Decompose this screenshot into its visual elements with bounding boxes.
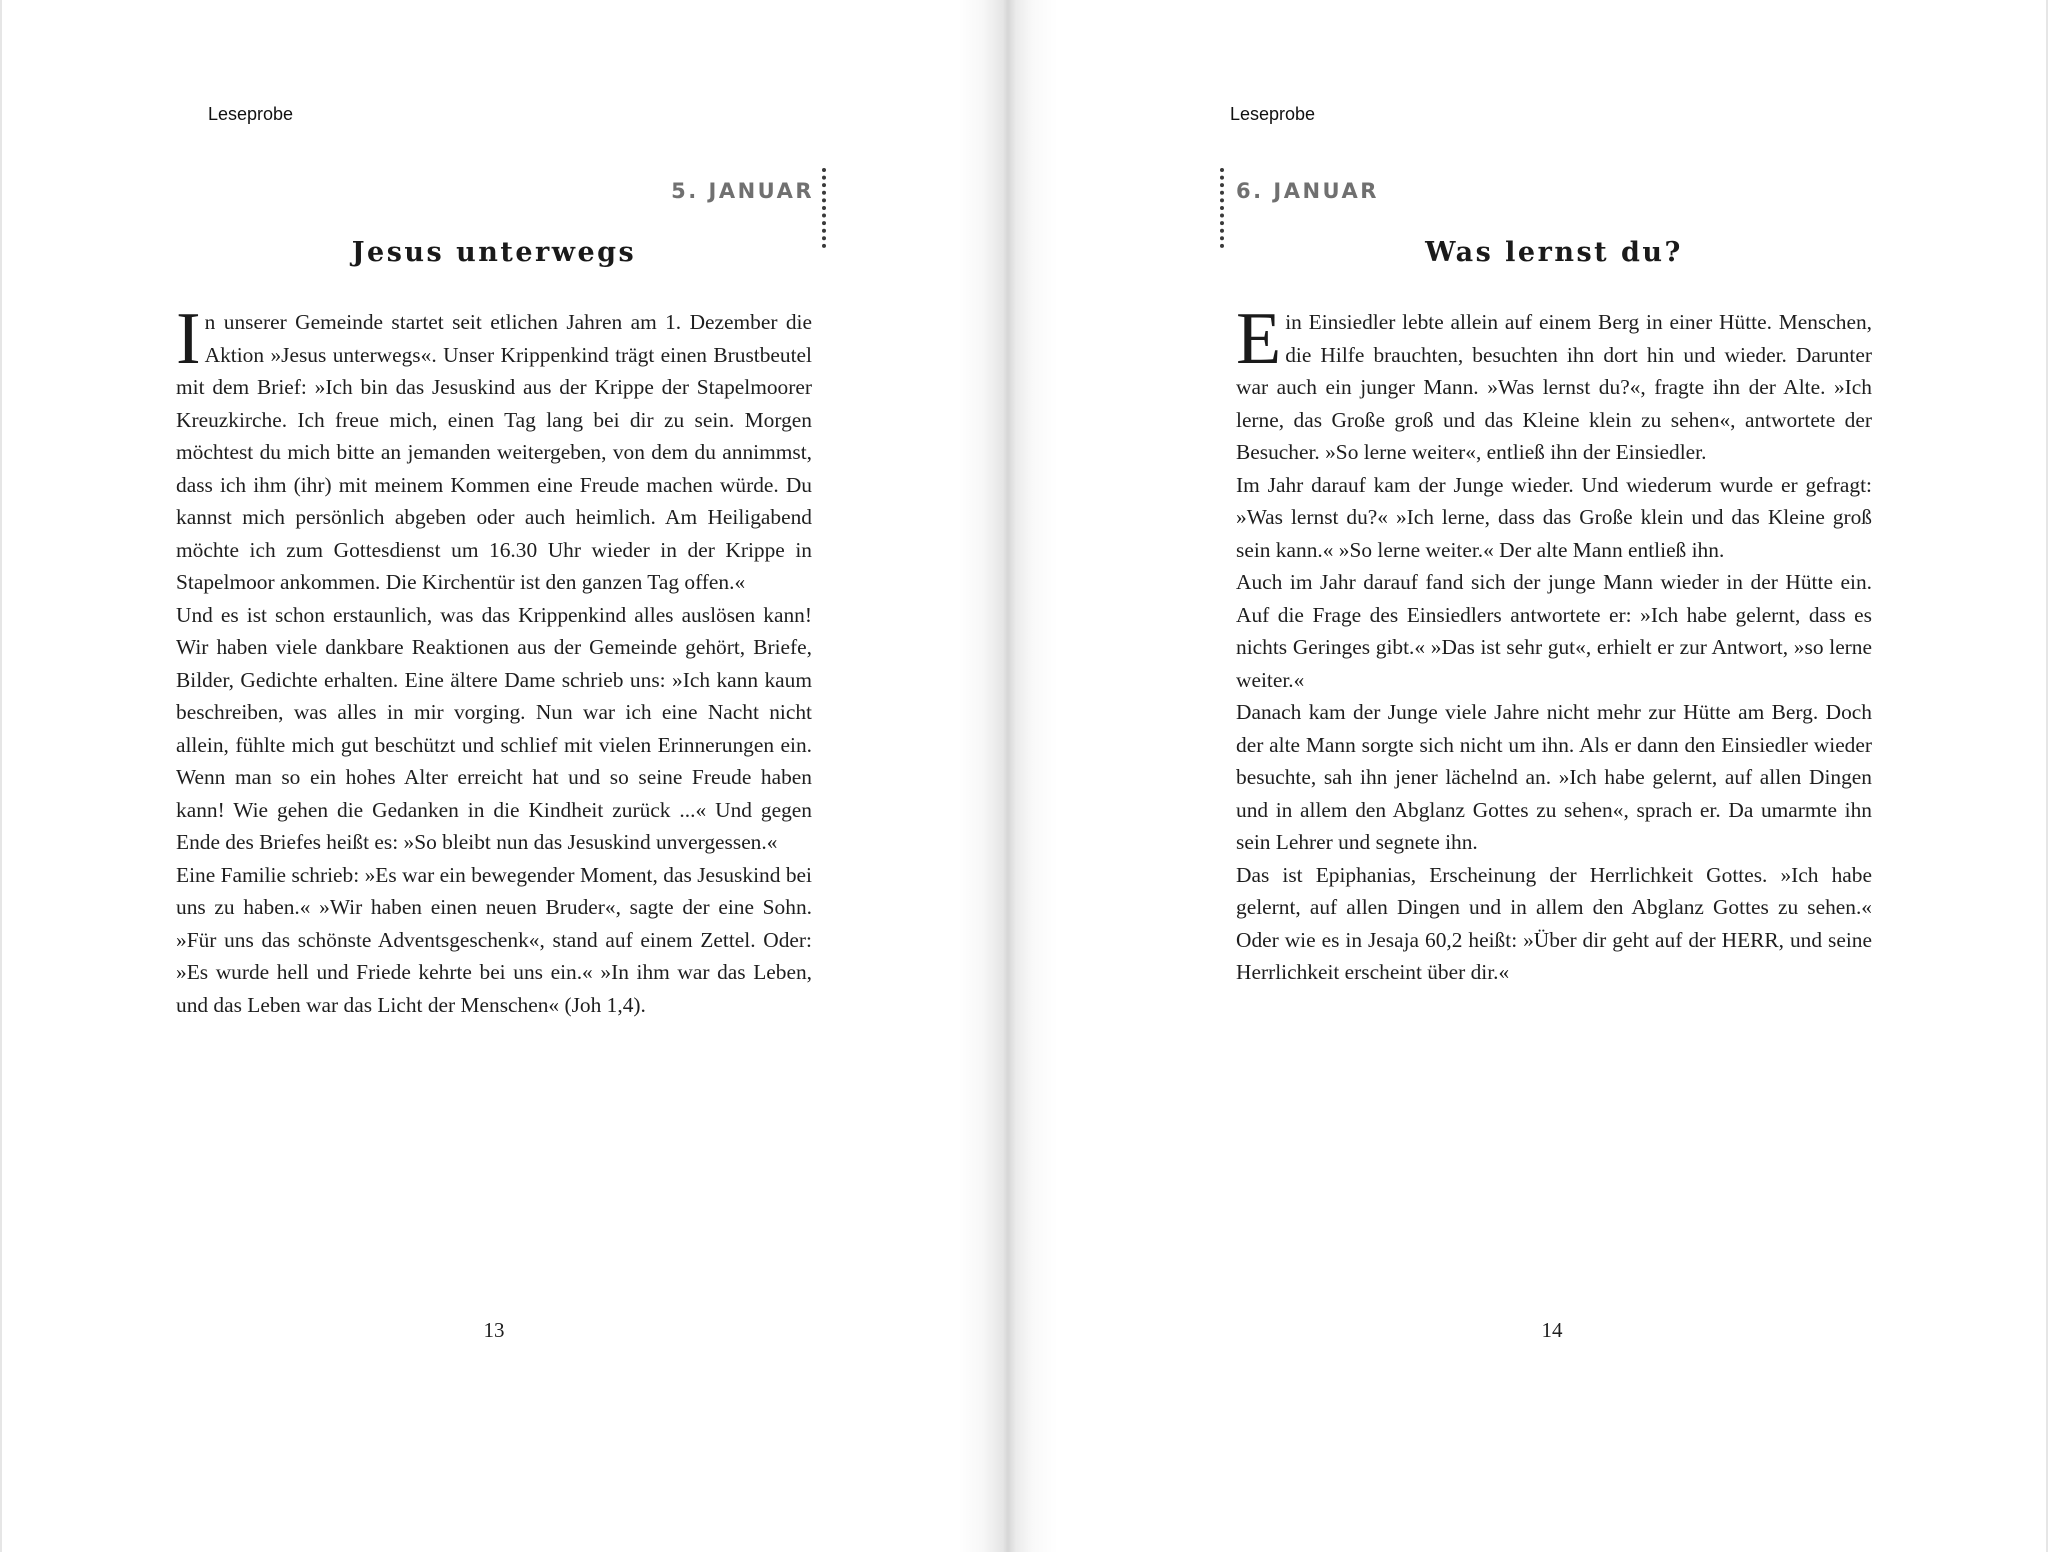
left-header-label: Leseprobe	[208, 104, 294, 124]
left-page	[0, 0, 990, 1552]
left-page-title: Jesus unterwegs	[351, 237, 637, 268]
right-body-text	[1236, 298, 1872, 989]
right-header-label: Leseprobe	[1230, 104, 1316, 124]
right-paragraph-4: Danach kam der Junge viele Jahre nicht mehr zur Hütte am Berg. Doch der alte Mann sorgte sich nicht um ihn. Als er dann den Einsiedler wieder besuchte, sah ihn jener lächelnd an. »Ich habe gelernt, auf allen Dingen und in allem den Abglanz Gottes zu sehen«, sprach er. Da umarmte ihn sein Lehrer und segnete ihn.	[1236, 700, 1872, 854]
left-page-number: 13	[483, 1318, 505, 1342]
left-paragraph-1	[176, 298, 812, 599]
right-paragraph-5: Das ist Epiphanias, Erscheinung der Herrlichkeit Gottes. »Ich habe gelernt, auf allen Dingen und in allem den Abglanz Gottes zu sehen.« Oder wie es in Jesaja 60,2 heißt: »Über dir geht auf der HERR, und seine Herrlichkeit erscheint über dir.«	[1236, 862, 1872, 984]
right-paragraph-1	[1236, 298, 1872, 469]
left-paragraph-3: Eine Familie schrieb: »Es war ein bewegender Moment, das Jesuskind bei uns zu haben.« »Wir haben einen neuen Bruder«, sagte der eine Sohn. »Für uns das schönste Adventsgeschenk«, stand auf einem Zettel. Oder: »Es wurde hell und Friede kehrte bei uns ein.« »In ihm war das Leben, und das Leben war das Licht der Menschen« (Joh 1,4).	[176, 862, 812, 1017]
right-page-number: 14	[1541, 1318, 1563, 1342]
right-paragraph-2: Im Jahr darauf kam der Junge wieder. Und wiederum wurde er gefragt: »Was lernst du?« »Ich lerne, dass das Große klein und das Kleine groß sein kann.« »So lerne weiter.« Der alte Mann entließ ihn.	[1236, 472, 1872, 562]
book-gutter-shadow	[958, 0, 1058, 1552]
right-date-label: 6. JANUAR	[1236, 179, 1379, 203]
left-body-text	[176, 298, 812, 1021]
right-page-title: Was lernst du?	[1425, 237, 1683, 268]
left-drop-cap: I	[176, 298, 201, 380]
right-page	[1022, 0, 2048, 1552]
left-dotted-rule	[822, 168, 826, 248]
right-paragraph-1-text: in Einsiedler lebte allein auf einem Berg in einer Hütte. Menschen, die Hilfe brauchten, besuchten ihn dort hin und wieder. Darunter war auch ein junger Mann. »Was lernst du?«, fragte ihn der Alte. »Ich lerne, das Große groß und das Kleine klein zu sehen«, antwortete der Besucher. »So lerne weiter«, entließ ihn der Einsiedler.	[1236, 310, 1872, 464]
right-drop-cap: E	[1236, 298, 1282, 380]
left-paragraph-2: Und es ist schon erstaunlich, was das Krippenkind alles auslösen kann! Wir haben viele dankbare Reaktionen aus der Gemeinde gehört, Briefe, Bilder, Gedichte erhalten. Eine ältere Dame schrieb uns: »Ich kann kaum beschreiben, was alles in mir vorging. Nun war ich eine Nacht nicht allein, fühlte mich gut beschützt und schlief mit vielen Erinnerungen ein. Wenn man so ein hohes Alter erreicht hat und so seine Freude haben kann! Wie gehen die Gedanken in die Kindheit zurück ...« Und gegen Ende des Briefes heißt es: »So bleibt nun das Jesuskind unvergessen.«	[176, 602, 812, 854]
left-date-label: 5. JANUAR	[671, 179, 814, 203]
right-dotted-rule	[1220, 168, 1224, 248]
left-paragraph-1-text: n unserer Gemeinde startet seit etlichen Jahren am 1. Dezember die Aktion »Jesus unterwegs«. Unser Krippenkind trägt einen Brustbeutel mit dem Brief: »Ich bin das Jesuskind aus der Krippe der Stapelmoorer Kreuzkirche. Ich freue mich, einen Tag lang bei dir zu sein. Morgen möchtest du mich bitte an jemanden weitergeben, von dem du annimmst, dass ich ihm (ihr) mit meinem Kommen eine Freude machen würde. Du kannst mich persönlich abgeben oder auch heimlich. Am Heiligabend möchte ich zum Gottesdienst um 16.30 Uhr wieder in der Krippe in Stapelmoor ankommen. Die Kirchentür ist den ganzen Tag offen.«	[176, 310, 812, 594]
right-paragraph-3: Auch im Jahr darauf fand sich der junge Mann wieder in der Hütte ein. Auf die Frage des Einsiedlers antwortete er: »Ich habe gelernt, dass es nichts Geringes gibt.« »Das ist sehr gut«, erhielt er zur Antwort, »so lerne weiter.«	[1236, 570, 1872, 692]
left-page-edge	[0, 0, 2, 1552]
